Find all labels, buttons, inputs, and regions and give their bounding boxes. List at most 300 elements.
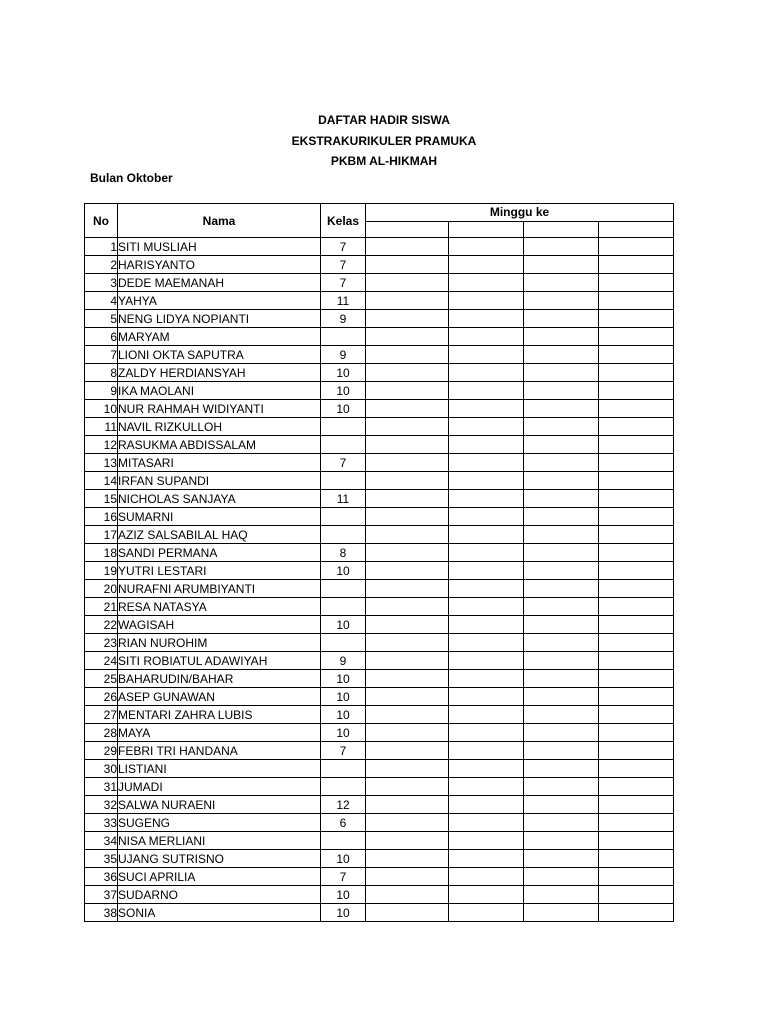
week-attendance-cell: [599, 706, 674, 724]
week-attendance-cell: [449, 724, 524, 742]
week-attendance-cell: [599, 256, 674, 274]
table-row: [85, 652, 674, 670]
week-attendance-cell: [599, 796, 674, 814]
student-class: 6: [321, 814, 366, 832]
student-name: NURAFNI ARUMBIYANTI: [118, 580, 321, 598]
student-class: [321, 598, 366, 616]
week-attendance-cell: [524, 544, 599, 562]
week-attendance-cell: [449, 904, 524, 922]
week-attendance-cell: [599, 454, 674, 472]
student-name: LIONI OKTA SAPUTRA: [118, 346, 321, 364]
student-name: YAHYA: [118, 292, 321, 310]
week-attendance-cell: [524, 472, 599, 490]
week-attendance-cell: [449, 652, 524, 670]
row-number: 1: [85, 238, 118, 256]
student-name: NUR RAHMAH WIDIYANTI: [118, 400, 321, 418]
table-row: [85, 472, 674, 490]
week-attendance-cell: [524, 562, 599, 580]
student-class: 10: [321, 688, 366, 706]
student-name: IKA MAOLANI: [118, 382, 321, 400]
student-class: 10: [321, 364, 366, 382]
week-attendance-cell: [524, 814, 599, 832]
week-attendance-cell: [524, 652, 599, 670]
week-attendance-cell: [449, 508, 524, 526]
row-number: 16: [85, 508, 118, 526]
week-attendance-cell: [449, 490, 524, 508]
week-attendance-cell: [599, 544, 674, 562]
table-row: [85, 310, 674, 328]
table-row: [85, 616, 674, 634]
student-class: 9: [321, 310, 366, 328]
week-attendance-cell: [449, 634, 524, 652]
week-attendance-cell: [524, 364, 599, 382]
student-name: SONIA: [118, 904, 321, 922]
week-attendance-cell: [599, 616, 674, 634]
table-row: [85, 490, 674, 508]
table-row: [85, 688, 674, 706]
week-attendance-cell: [599, 886, 674, 904]
week-attendance-cell: [366, 634, 449, 652]
week-attendance-cell: [366, 436, 449, 454]
row-number: 11: [85, 418, 118, 436]
table-row: [85, 868, 674, 886]
week-attendance-cell: [449, 688, 524, 706]
table-row: [85, 346, 674, 364]
week-attendance-cell: [449, 238, 524, 256]
student-class: [321, 418, 366, 436]
week-attendance-cell: [366, 886, 449, 904]
week-attendance-cell: [366, 472, 449, 490]
student-name: SUGENG: [118, 814, 321, 832]
week-attendance-cell: [366, 346, 449, 364]
student-class: 7: [321, 256, 366, 274]
week-attendance-cell: [599, 382, 674, 400]
student-name: MARYAM: [118, 328, 321, 346]
week-attendance-cell: [524, 418, 599, 436]
student-class: 10: [321, 706, 366, 724]
month-label: Bulan Oktober: [90, 171, 173, 185]
week-attendance-cell: [599, 652, 674, 670]
student-name: MAYA: [118, 724, 321, 742]
student-name: WAGISAH: [118, 616, 321, 634]
student-class: 10: [321, 904, 366, 922]
week-attendance-cell: [599, 274, 674, 292]
row-number: 26: [85, 688, 118, 706]
student-name: NAVIL RIZKULLOH: [118, 418, 321, 436]
student-class: [321, 634, 366, 652]
student-name: NICHOLAS SANJAYA: [118, 490, 321, 508]
student-class: 10: [321, 886, 366, 904]
table-row: [85, 508, 674, 526]
week-attendance-cell: [524, 238, 599, 256]
week-attendance-cell: [599, 238, 674, 256]
row-number: 20: [85, 580, 118, 598]
table-row: [85, 274, 674, 292]
title-line-3: PKBM AL-HIKMAH: [330, 154, 438, 168]
week-attendance-cell: [449, 886, 524, 904]
week-header-cell: [366, 222, 449, 238]
week-attendance-cell: [449, 256, 524, 274]
week-attendance-cell: [366, 310, 449, 328]
table-row: [85, 562, 674, 580]
student-name: RIAN NUROHIM: [118, 634, 321, 652]
student-class: 12: [321, 796, 366, 814]
week-attendance-cell: [366, 652, 449, 670]
document-title: [0, 110, 768, 172]
table-row: [85, 238, 674, 256]
row-number: 19: [85, 562, 118, 580]
week-attendance-cell: [524, 778, 599, 796]
row-number: 32: [85, 796, 118, 814]
week-attendance-cell: [524, 400, 599, 418]
student-class: 7: [321, 454, 366, 472]
week-attendance-cell: [599, 868, 674, 886]
table-row: [85, 670, 674, 688]
table-row: [85, 742, 674, 760]
student-class: 10: [321, 850, 366, 868]
week-attendance-cell: [524, 850, 599, 868]
week-attendance-cell: [366, 778, 449, 796]
week-attendance-cell: [449, 310, 524, 328]
week-attendance-cell: [449, 814, 524, 832]
week-attendance-cell: [524, 328, 599, 346]
week-attendance-cell: [599, 688, 674, 706]
week-attendance-cell: [599, 346, 674, 364]
week-attendance-cell: [449, 418, 524, 436]
table-row: [85, 706, 674, 724]
week-attendance-cell: [524, 256, 599, 274]
week-attendance-cell: [449, 670, 524, 688]
week-attendance-cell: [449, 400, 524, 418]
student-name: DEDE MAEMANAH: [118, 274, 321, 292]
week-attendance-cell: [366, 724, 449, 742]
student-name: SANDI PERMANA: [118, 544, 321, 562]
week-attendance-cell: [366, 670, 449, 688]
week-attendance-cell: [599, 778, 674, 796]
table-row: [85, 328, 674, 346]
week-attendance-cell: [599, 832, 674, 850]
table-row: [85, 832, 674, 850]
student-class: [321, 832, 366, 850]
week-attendance-cell: [366, 526, 449, 544]
student-name: SUDARNO: [118, 886, 321, 904]
week-attendance-cell: [599, 742, 674, 760]
header-nama: Nama: [118, 204, 321, 238]
week-attendance-cell: [366, 598, 449, 616]
student-name: SUMARNI: [118, 508, 321, 526]
header-no: No: [85, 204, 118, 238]
student-class: 11: [321, 292, 366, 310]
table-row: [85, 454, 674, 472]
student-name: ZALDY HERDIANSYAH: [118, 364, 321, 382]
student-class: [321, 580, 366, 598]
row-number: 9: [85, 382, 118, 400]
week-attendance-cell: [599, 310, 674, 328]
week-attendance-cell: [599, 670, 674, 688]
week-attendance-cell: [449, 850, 524, 868]
week-attendance-cell: [366, 814, 449, 832]
table-row: [85, 778, 674, 796]
week-attendance-cell: [599, 724, 674, 742]
student-name: NISA MERLIANI: [118, 832, 321, 850]
week-attendance-cell: [524, 904, 599, 922]
week-attendance-cell: [599, 526, 674, 544]
table-row: [85, 724, 674, 742]
header-kelas: Kelas: [321, 204, 366, 238]
table-row: [85, 382, 674, 400]
week-attendance-cell: [449, 706, 524, 724]
student-name: ASEP GUNAWAN: [118, 688, 321, 706]
week-attendance-cell: [366, 904, 449, 922]
week-attendance-cell: [366, 742, 449, 760]
week-attendance-cell: [524, 832, 599, 850]
week-attendance-cell: [599, 598, 674, 616]
row-number: 12: [85, 436, 118, 454]
week-attendance-cell: [599, 418, 674, 436]
week-attendance-cell: [599, 436, 674, 454]
row-number: 29: [85, 742, 118, 760]
student-name: UJANG SUTRISNO: [118, 850, 321, 868]
table-row: [85, 544, 674, 562]
table-body: [85, 238, 674, 922]
week-attendance-cell: [366, 616, 449, 634]
student-class: 8: [321, 544, 366, 562]
week-attendance-cell: [599, 328, 674, 346]
week-attendance-cell: [524, 346, 599, 364]
student-name: SUCI APRILIA: [118, 868, 321, 886]
student-class: 10: [321, 382, 366, 400]
title-line-2: EKSTRAKURIKULER PRAMUKA: [291, 133, 477, 148]
week-attendance-cell: [449, 472, 524, 490]
student-class: 9: [321, 652, 366, 670]
student-class: 11: [321, 490, 366, 508]
week-attendance-cell: [524, 760, 599, 778]
week-attendance-cell: [366, 562, 449, 580]
student-class: 10: [321, 724, 366, 742]
table-row: [85, 850, 674, 868]
week-attendance-cell: [599, 490, 674, 508]
week-attendance-cell: [449, 328, 524, 346]
week-attendance-cell: [524, 886, 599, 904]
week-attendance-cell: [599, 400, 674, 418]
week-attendance-cell: [599, 634, 674, 652]
student-name: JUMADI: [118, 778, 321, 796]
student-class: [321, 526, 366, 544]
row-number: 28: [85, 724, 118, 742]
student-class: [321, 508, 366, 526]
table-row: [85, 634, 674, 652]
week-attendance-cell: [599, 760, 674, 778]
week-attendance-cell: [366, 796, 449, 814]
row-number: 31: [85, 778, 118, 796]
student-name: FEBRI TRI HANDANA: [118, 742, 321, 760]
student-class: 7: [321, 238, 366, 256]
student-name: YUTRI LESTARI: [118, 562, 321, 580]
student-name: HARISYANTO: [118, 256, 321, 274]
student-class: [321, 472, 366, 490]
week-attendance-cell: [524, 616, 599, 634]
week-attendance-cell: [449, 742, 524, 760]
week-attendance-cell: [449, 778, 524, 796]
row-number: 2: [85, 256, 118, 274]
week-attendance-cell: [524, 382, 599, 400]
row-number: 34: [85, 832, 118, 850]
week-attendance-cell: [366, 382, 449, 400]
table-row: [85, 256, 674, 274]
row-number: 33: [85, 814, 118, 832]
week-attendance-cell: [449, 868, 524, 886]
student-class: [321, 328, 366, 346]
student-class: [321, 760, 366, 778]
week-attendance-cell: [599, 364, 674, 382]
student-class: 7: [321, 274, 366, 292]
week-attendance-cell: [366, 490, 449, 508]
week-attendance-cell: [366, 850, 449, 868]
week-attendance-cell: [599, 292, 674, 310]
student-class: 9: [321, 346, 366, 364]
week-attendance-cell: [524, 742, 599, 760]
row-number: 13: [85, 454, 118, 472]
student-name: IRFAN SUPANDI: [118, 472, 321, 490]
week-attendance-cell: [366, 760, 449, 778]
student-name: RASUKMA ABDISSALAM: [118, 436, 321, 454]
week-attendance-cell: [599, 562, 674, 580]
table-row: [85, 526, 674, 544]
week-attendance-cell: [449, 292, 524, 310]
table-header-row: [85, 204, 674, 222]
student-class: 10: [321, 616, 366, 634]
week-attendance-cell: [366, 328, 449, 346]
row-number: 30: [85, 760, 118, 778]
student-class: 7: [321, 868, 366, 886]
week-attendance-cell: [366, 544, 449, 562]
student-name: RESA NATASYA: [118, 598, 321, 616]
table-row: [85, 400, 674, 418]
week-attendance-cell: [449, 364, 524, 382]
student-name: BAHARUDIN/BAHAR: [118, 670, 321, 688]
week-attendance-cell: [449, 526, 524, 544]
week-attendance-cell: [449, 346, 524, 364]
week-attendance-cell: [449, 598, 524, 616]
row-number: 15: [85, 490, 118, 508]
week-attendance-cell: [599, 508, 674, 526]
student-name: SALWA NURAENI: [118, 796, 321, 814]
row-number: 14: [85, 472, 118, 490]
week-attendance-cell: [449, 544, 524, 562]
week-attendance-cell: [599, 580, 674, 598]
week-attendance-cell: [599, 814, 674, 832]
week-attendance-cell: [524, 508, 599, 526]
week-attendance-cell: [366, 868, 449, 886]
row-number: 17: [85, 526, 118, 544]
week-attendance-cell: [524, 526, 599, 544]
table-row: [85, 886, 674, 904]
week-attendance-cell: [524, 580, 599, 598]
row-number: 3: [85, 274, 118, 292]
table-row: [85, 598, 674, 616]
attendance-table: [84, 203, 674, 922]
student-name: MENTARI ZAHRA LUBIS: [118, 706, 321, 724]
student-class: 7: [321, 742, 366, 760]
week-attendance-cell: [524, 454, 599, 472]
student-class: 10: [321, 400, 366, 418]
title-line-1: DAFTAR HADIR SISWA: [318, 113, 450, 127]
week-attendance-cell: [366, 454, 449, 472]
week-attendance-cell: [366, 292, 449, 310]
row-number: 37: [85, 886, 118, 904]
week-attendance-cell: [524, 724, 599, 742]
week-attendance-cell: [449, 760, 524, 778]
week-attendance-cell: [449, 580, 524, 598]
row-number: 24: [85, 652, 118, 670]
row-number: 36: [85, 868, 118, 886]
table-row: [85, 814, 674, 832]
student-class: [321, 436, 366, 454]
table-row: [85, 580, 674, 598]
week-attendance-cell: [366, 508, 449, 526]
row-number: 10: [85, 400, 118, 418]
week-attendance-cell: [524, 670, 599, 688]
week-attendance-cell: [366, 400, 449, 418]
week-attendance-cell: [366, 418, 449, 436]
row-number: 35: [85, 850, 118, 868]
week-attendance-cell: [524, 706, 599, 724]
week-attendance-cell: [449, 382, 524, 400]
week-attendance-cell: [524, 436, 599, 454]
student-class: 10: [321, 562, 366, 580]
header-minggu: Minggu ke: [366, 204, 674, 222]
week-attendance-cell: [366, 706, 449, 724]
row-number: 6: [85, 328, 118, 346]
week-attendance-cell: [449, 562, 524, 580]
student-name: NENG LIDYA NOPIANTI: [118, 310, 321, 328]
week-header-cell: [524, 222, 599, 238]
student-name: MITASARI: [118, 454, 321, 472]
week-attendance-cell: [366, 580, 449, 598]
week-attendance-cell: [366, 832, 449, 850]
student-class: [321, 778, 366, 796]
row-number: 38: [85, 904, 118, 922]
week-attendance-cell: [524, 634, 599, 652]
week-attendance-cell: [449, 454, 524, 472]
row-number: 27: [85, 706, 118, 724]
table-row: [85, 364, 674, 382]
week-attendance-cell: [449, 436, 524, 454]
week-attendance-cell: [366, 256, 449, 274]
table-row: [85, 292, 674, 310]
week-attendance-cell: [449, 796, 524, 814]
week-attendance-cell: [449, 274, 524, 292]
week-attendance-cell: [366, 364, 449, 382]
student-name: SITI ROBIATUL ADAWIYAH: [118, 652, 321, 670]
week-attendance-cell: [449, 832, 524, 850]
row-number: 23: [85, 634, 118, 652]
student-name: LISTIANI: [118, 760, 321, 778]
table-row: [85, 418, 674, 436]
student-name: SITI MUSLIAH: [118, 238, 321, 256]
week-attendance-cell: [599, 850, 674, 868]
row-number: 21: [85, 598, 118, 616]
week-attendance-cell: [524, 598, 599, 616]
week-attendance-cell: [524, 292, 599, 310]
week-attendance-cell: [366, 274, 449, 292]
row-number: 4: [85, 292, 118, 310]
row-number: 18: [85, 544, 118, 562]
row-number: 5: [85, 310, 118, 328]
week-attendance-cell: [524, 274, 599, 292]
week-attendance-cell: [524, 310, 599, 328]
table-row: [85, 796, 674, 814]
